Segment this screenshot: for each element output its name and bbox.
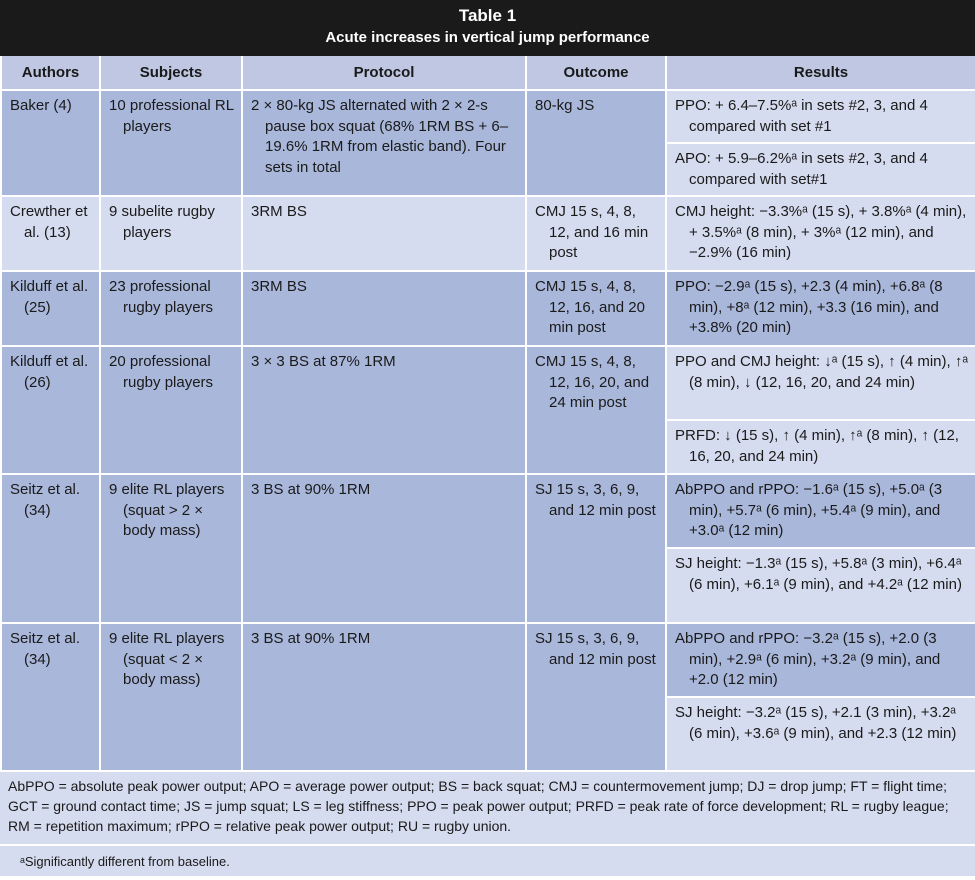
- cell-protocol: 3 BS at 90% 1RM: [242, 474, 526, 623]
- cell-protocol: 3RM BS: [242, 271, 526, 346]
- cell-result: AbPPO and rPPO: −1.6ᵃ (15 s), +5.0ᵃ (3 min), +5.7ᵃ (6 min), +5.4ᵃ (9 min), and +3.0ᵃ (12 min): [666, 474, 975, 548]
- cell-authors: Seitz et al. (34): [1, 623, 100, 771]
- cell-protocol: 3RM BS: [242, 196, 526, 271]
- header-outcome: Outcome: [526, 56, 666, 90]
- header-protocol: Protocol: [242, 56, 526, 90]
- cell-result: PPO: + 6.4–7.5%ᵃ in sets #2, 3, and 4 compared with set #1: [666, 90, 975, 143]
- cell-outcome: SJ 15 s, 3, 6, 9, and 12 min post: [526, 474, 666, 623]
- cell-authors: Kilduff et al. (26): [1, 346, 100, 474]
- cell-outcome: 80-kg JS: [526, 90, 666, 196]
- cell-subjects: 9 elite RL players (squat > 2 × body mass): [100, 474, 242, 623]
- table-subtitle: Acute increases in vertical jump performance: [325, 29, 650, 46]
- abbreviations-note: AbPPO = absolute peak power output; APO = average power output; BS = back squat; CMJ = countermovement jump; DJ = drop jump; FT = flight time; GCT = ground contact time; JS = jump squat; LS = leg stiffness; PPO = peak power output; PRFD = peak rate of force development; RL = rugby league; RM = repetition maximum; rPPO = relative peak power output; RU = rugby union.: [0, 772, 975, 846]
- header-results: Results: [666, 56, 975, 90]
- cell-protocol: 3 BS at 90% 1RM: [242, 623, 526, 771]
- cell-protocol: 2 × 80-kg JS alternated with 2 × 2-s pause box squat (68% 1RM BS + 6–19.6% 1RM from elastic band). Four sets in total: [242, 90, 526, 196]
- significance-footnote: ᵃSignificantly different from baseline.: [0, 846, 975, 876]
- cell-subjects: 9 subelite rugby players: [100, 196, 242, 271]
- cell-result: SJ height: −3.2ᵃ (15 s), +2.1 (3 min), +3.2ᵃ (6 min), +3.6ᵃ (9 min), and +2.3 (12 min): [666, 697, 975, 771]
- cell-outcome: CMJ 15 s, 4, 8, 12, and 16 min post: [526, 196, 666, 271]
- cell-result: PRFD: ↓ (15 s), ↑ (4 min), ↑ᵃ (8 min), ↑ (12, 16, 20, and 24 min): [666, 420, 975, 474]
- header-subjects: Subjects: [100, 56, 242, 90]
- table-title-bar: [0, 0, 975, 56]
- cell-result: PPO: −2.9ᵃ (15 s), +2.3 (4 min), +6.8ᵃ (8 min), +8ᵃ (12 min), +3.3 (16 min), and +3.8% (20 min): [666, 271, 975, 346]
- cell-authors: Baker (4): [1, 90, 100, 196]
- cell-authors: Seitz et al. (34): [1, 474, 100, 623]
- table-row: [1, 346, 975, 420]
- cell-authors: Kilduff et al. (25): [1, 271, 100, 346]
- cell-outcome: SJ 15 s, 3, 6, 9, and 12 min post: [526, 623, 666, 771]
- cell-authors: Crewther et al. (13): [1, 196, 100, 271]
- cell-subjects: 20 professional rugby players: [100, 346, 242, 474]
- cell-protocol: 3 × 3 BS at 87% 1RM: [242, 346, 526, 474]
- cell-subjects: 23 professional rugby players: [100, 271, 242, 346]
- cell-subjects: 9 elite RL players (squat < 2 × body mass): [100, 623, 242, 771]
- header-authors: Authors: [1, 56, 100, 90]
- cell-result: APO: + 5.9–6.2%ᵃ in sets #2, 3, and 4 compared with set#1: [666, 143, 975, 196]
- cell-result: CMJ height: −3.3%ᵃ (15 s), + 3.8%ᵃ (4 min), + 3.5%ᵃ (8 min), + 3%ᵃ (12 min), and −2.9% (16 min): [666, 196, 975, 271]
- cell-outcome: CMJ 15 s, 4, 8, 12, 16, and 20 min post: [526, 271, 666, 346]
- table-title: Table 1: [458, 6, 517, 25]
- table-row: [1, 474, 975, 548]
- header-row: [1, 56, 975, 90]
- table-row: [1, 271, 975, 346]
- cell-outcome: CMJ 15 s, 4, 8, 12, 16, 20, and 24 min post: [526, 346, 666, 474]
- results-table: [0, 56, 975, 772]
- cell-result: SJ height: −1.3ᵃ (15 s), +5.8ᵃ (3 min), +6.4ᵃ (6 min), +6.1ᵃ (9 min), and +4.2ᵃ (12 min): [666, 548, 975, 623]
- cell-result: PPO and CMJ height: ↓ᵃ (15 s), ↑ (4 min), ↑ᵃ (8 min), ↓ (12, 16, 20, and 24 min): [666, 346, 975, 420]
- cell-subjects: 10 professional RL players: [100, 90, 242, 196]
- table-row: [1, 196, 975, 271]
- table-row: [1, 623, 975, 697]
- cell-result: AbPPO and rPPO: −3.2ᵃ (15 s), +2.0 (3 min), +2.9ᵃ (6 min), +3.2ᵃ (9 min), and +2.0 (12 min): [666, 623, 975, 697]
- table-row: [1, 90, 975, 143]
